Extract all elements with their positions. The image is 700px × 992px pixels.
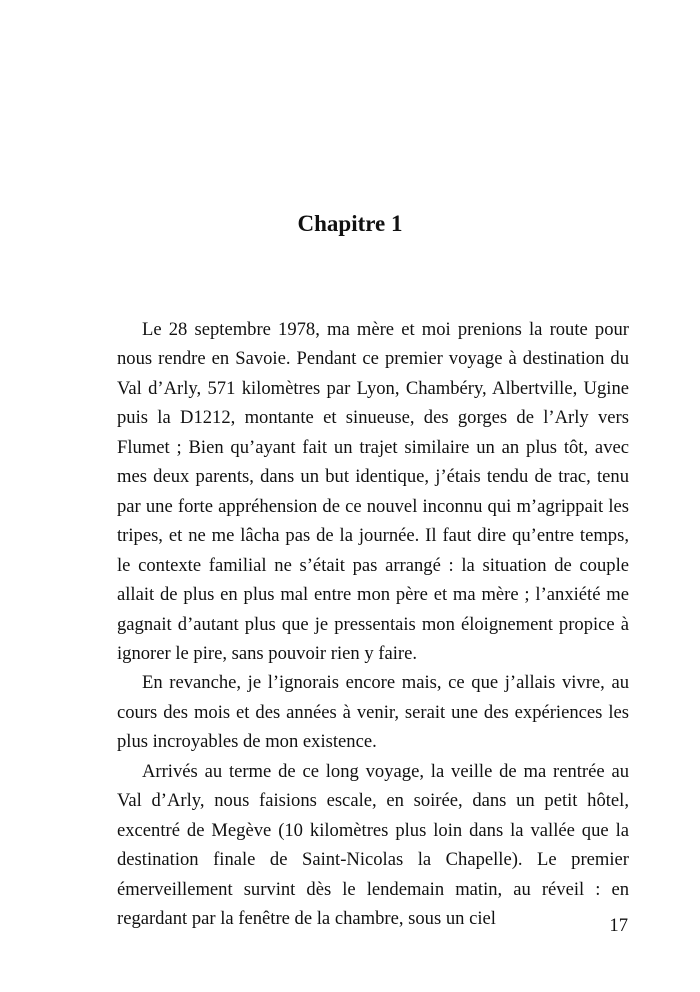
page-number: 17 — [609, 915, 628, 936]
paragraph-2: En revanche, je l’ignorais encore mais, ce que j’allais vivre, au cours des mois et des années à venir, serait une des expériences les plus incroyables de mon existence. — [117, 672, 629, 753]
chapter-body — [117, 315, 629, 934]
paragraph-3: Arrivés au terme de ce long voyage, la veille de ma rentrée au Val d’Arly, nous faisions escale, en soirée, dans un petit hôtel, excentré de Megève (10 kilomètres plus loin dans la vallée que la destination finale de Saint-Nicolas la Chapelle). Le premier émerveillement survint dès le lendemain matin, au réveil : en regardant par la fenêtre de la chambre, sous un ciel — [117, 760, 629, 930]
chapter-title: Chapitre 1 — [297, 211, 403, 236]
paragraph-1: Le 28 septembre 1978, ma mère et moi prenions la route pour nous rendre en Savoie. Pendant ce premier voyage à destination du Val d’Arly, 571 kilomètres par Lyon, Chambéry, Albertville, Ugine puis la D1212, montante et sinueuse, des gorges de l’Arly vers Flumet ; Bien qu’ayant fait un trajet similaire un an plus tôt, avec mes deux parents, dans un but identique, j’étais tendu de trac, tenu par une forte appréhension de ce nouvel inconnu qui m’agrippait les tripes, et ne me lâcha pas de la journée. Il faut dire qu’entre temps, le contexte familial ne s’était pas arrangé : la situation de couple allait de plus en plus mal entre mon père et ma mère ; l’anxiété me gagnait d’autant plus que je pressentais mon éloignement propice à ignorer le pire, sans pouvoir rien y faire. — [117, 319, 629, 664]
